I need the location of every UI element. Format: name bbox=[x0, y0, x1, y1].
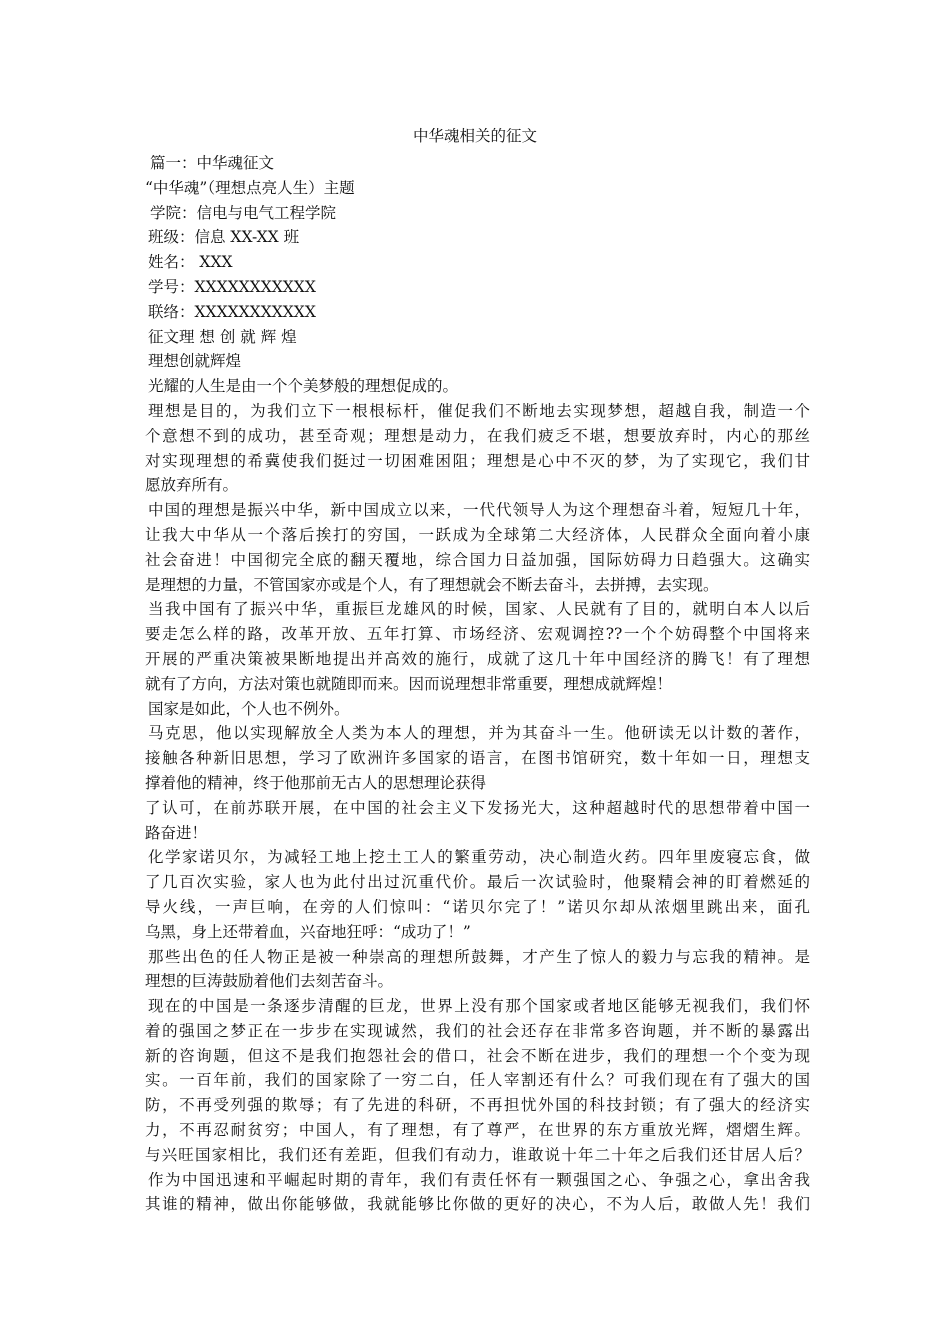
text-line: 现在的中国是一条逐步清醒的巨龙，世界上没有那个国家或者地区能够无视我们，我们怀 bbox=[148, 997, 810, 1016]
text-line: 征文理 想 创 就 辉 煌 bbox=[148, 327, 297, 346]
text-line: 班级：信息 XX-XX 班 bbox=[148, 228, 300, 247]
text-line: 导火线，一声巨响，在旁的人们惊叫：“诺贝尔完了！”诺贝尔却从浓烟里跳出来，面孔 bbox=[145, 897, 810, 916]
text-line: 着的强国之梦正在一步步在实现诚然，我们的社会还存在非常多咨询题，并不断的暴露出 bbox=[145, 1021, 810, 1040]
text-line: 撑着他的精神，终于他那前无古人的思想理论获得 bbox=[145, 773, 487, 792]
text-line: 社会奋进！中国彻完全底的翻天覆地，综合国力日益加强，国际妨碍力日趋强大。这确实 bbox=[145, 550, 810, 569]
text-line: 作为中国迅速和平崛起时期的青年，我们有责任怀有一颗强国之心、争强之心，拿出舍我 bbox=[148, 1170, 810, 1189]
text-line: 当我中国有了振兴中华，重振巨龙雄风的时候，国家、人民就有了目的，就明白本人以后 bbox=[148, 600, 810, 619]
document-body bbox=[145, 151, 810, 1217]
text-line: 力，不再忍耐贫穷；中国人，有了理想，有了尊严，在世界的东方重放光辉，熠熠生辉。 bbox=[145, 1121, 810, 1140]
text-line: 联络：XXXXXXXXXXX bbox=[148, 302, 316, 321]
text-line: 学院：信电与电气工程学院 bbox=[150, 203, 337, 222]
text-line: 了认可，在前苏联开展，在中国的社会主义下发扬光大，这种超越时代的思想带着中国一 bbox=[145, 798, 810, 817]
text-line: 马克思，他以实现解放全人类为本人的理想，并为其奋斗一生。他研读无以计数的著作， bbox=[148, 724, 810, 743]
text-line: 篇一：中华魂征文 bbox=[150, 154, 275, 172]
text-line: 化学家诺贝尔，为减轻工地上挖土工人的繁重劳动，决心制造火药。四年里废寝忘食，做 bbox=[148, 848, 810, 867]
text-line: 与兴旺国家相比，我们还有差距，但我们有动力，谁敢说十年二十年之后我们还甘居人后？ bbox=[145, 1145, 810, 1164]
text-line: 就有了方向，方法对策也就随即而来。因而说理想非常重要，理想成就辉煌！ bbox=[145, 674, 673, 693]
text-line: 那些出色的任人物正是被一种崇高的理想所鼓舞，才产生了惊人的毅力与忘我的精神。是 bbox=[148, 947, 810, 966]
text-line: 要走怎么样的路，改革开放、五年打算、市场经济、宏观调控??一个个妨碍整个中国将来 bbox=[145, 625, 810, 644]
text-line: 光耀的人生是由一个个美梦般的理想促成的。 bbox=[148, 377, 459, 396]
text-line: 了几百次实验，家人也为此付出过沉重代价。最后一次试验时，他聚精会神的盯着燃延的 bbox=[145, 873, 810, 892]
text-line: 实。一百年前，我们的国家除了一穷二白，任人宰割还有什么？可我们现在有了强大的国 bbox=[145, 1071, 810, 1090]
text-line: 学号：XXXXXXXXXXX bbox=[148, 277, 316, 296]
text-line: 中国的理想是振兴中华，新中国成立以来，一代代领导人为这个理想奋斗着，短短几十年， bbox=[148, 501, 810, 520]
text-line: 新的咨询题，但这不是我们抱怨社会的借口，社会不断在进步，我们的理想一个个变为现 bbox=[145, 1046, 810, 1065]
text-line: 开展的严重决策被果断地提出并高效的施行，成就了这几十年中国经济的腾飞！有了理想 bbox=[145, 649, 810, 668]
text-line: 愿放弃所有。 bbox=[145, 476, 239, 495]
text-line: 姓名： XXX bbox=[148, 253, 233, 272]
text-line: 国家是如此，个人也不例外。 bbox=[148, 699, 350, 718]
text-line: 对实现理想的希冀使我们挺过一切困难困阻；理想是心中不灭的梦，为了实现它，我们甘 bbox=[145, 451, 810, 470]
document-title: 中华魂相关的征文 bbox=[412, 127, 537, 145]
text-line: 接触各种新旧思想，学习了欧洲许多国家的语言，在图书馆研究，数十年如一日，理想支 bbox=[145, 749, 810, 768]
text-line: “中华魂”（理想点亮人生）主题 bbox=[145, 178, 355, 197]
text-line: 理想是目的，为我们立下一根根标杆，催促我们不断地去实现梦想，超越自我，制造一个 bbox=[148, 401, 810, 420]
text-line: 防，不再受列强的欺辱；有了先进的科研，不再担忧外国的科技封锁；有了强大的经济实 bbox=[145, 1096, 810, 1115]
text-line: 其谁的精神，做出你能够做，我就能够比你做的更好的决心，不为人后，敢做人先！我们 bbox=[145, 1195, 810, 1214]
text-line: 路奋进！ bbox=[145, 823, 208, 842]
text-line: 乌黑，身上还带着血，兴奋地狂呼：“成功了！” bbox=[145, 922, 471, 941]
text-line: 是理想的力量，不管国家亦或是个人，有了理想就会不断去奋斗，去拼搏，去实现。 bbox=[145, 575, 719, 594]
text-line: 理想创就辉煌 bbox=[148, 352, 242, 371]
text-line: 让我大中华从一个落后挨打的穷国，一跃成为全球第二大经济体，人民群众全面向着小康 bbox=[145, 525, 810, 544]
text-line: 理想的巨涛鼓励着他们去刻苦奋斗。 bbox=[145, 972, 394, 991]
text-line: 个意想不到的成功，甚至奇观；理想是动力，在我们疲乏不堪，想要放弃时，内心的那丝 bbox=[145, 426, 810, 445]
